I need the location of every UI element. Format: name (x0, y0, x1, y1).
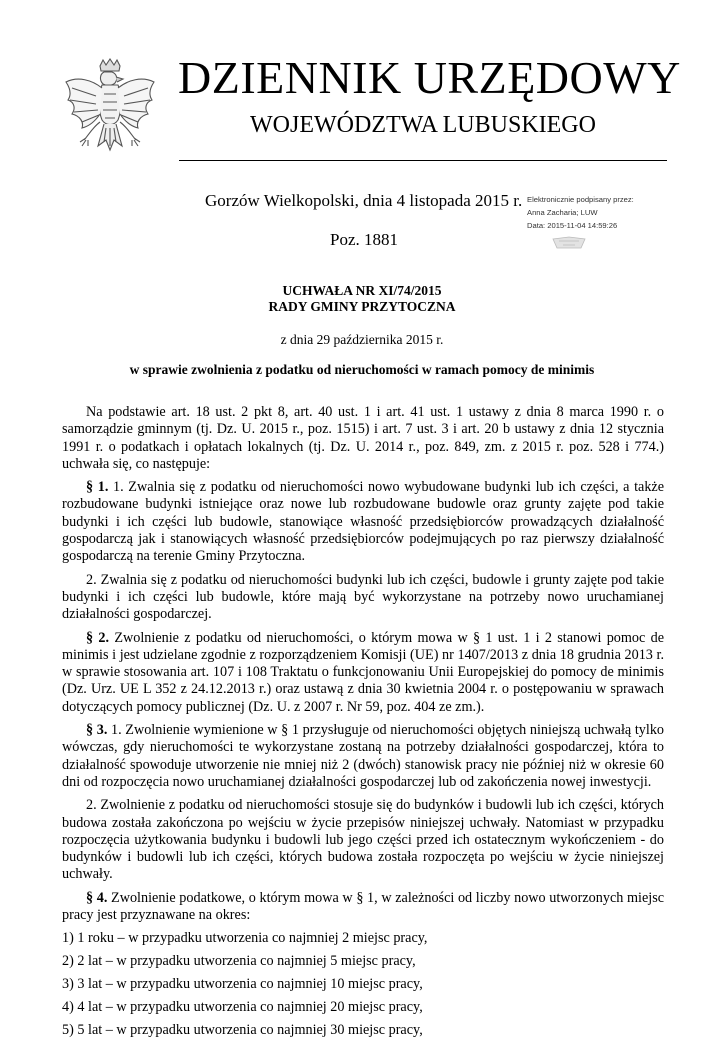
resolution-body: RADY GMINY PRZYTOCZNA (268, 299, 456, 314)
signature-line-2: Anna Zacharia; LUW (527, 208, 598, 217)
coat-of-arms-eagle-icon (62, 58, 158, 170)
journal-subtitle: WOJEWÓDZTWA LUBUSKIEGO (250, 112, 596, 138)
section-2-paragraph-1 (62, 630, 664, 716)
section-3-text: 1. Zwolnienie wymienione w § 1 przysługuje od nieruchomości objętych niniejszą uchwałą tylko wówczas, gdy nieruchomości te wykorzystane zostaną na potrzeby działalności gospodarczej, która to działalność spowoduje utworzenie nie mniej niż 2 (dwóch) stanowisk pracy nie później niż w okresie 60 dni od rozpoczęcia nowo uruchamianej działalności gospodarczej lub od zakończenia nowej inwestycji. (62, 722, 665, 790)
resolution-number: UCHWAŁA NR XI/74/2015 (282, 283, 442, 298)
place-date: Gorzów Wielkopolski, dnia 4 listopada 2015 r. (205, 191, 523, 210)
section-4-mark: § 4. (86, 889, 108, 906)
list-item: 5) 5 lat – w przypadku utworzenia co najmniej 30 miejsc pracy, (62, 1022, 423, 1039)
electronic-signature (527, 193, 647, 232)
list-item: 1) 1 roku – w przypadku utworzenia co najmniej 2 miejsc pracy, (62, 930, 428, 947)
list-item: 3) 3 lat – w przypadku utworzenia co najmniej 10 miejsc pracy, (62, 976, 423, 993)
section-1-paragraph-1 (62, 479, 664, 565)
position-number: Poz. 1881 (330, 230, 398, 249)
journal-title: DZIENNIK URZĘDOWY (178, 52, 681, 103)
section-3-mark: § 3. (86, 722, 108, 739)
document-body (62, 404, 664, 1045)
signature-line-3: Data: 2015-11-04 14:59:26 (527, 221, 618, 230)
resolution-date: z dnia 29 października 2015 r. (280, 332, 444, 347)
section-2-mark: § 2. (86, 629, 110, 646)
list-item: 4) 4 lat – w przypadku utworzenia co najmniej 20 miejsc pracy, (62, 999, 423, 1016)
signature-line-1: Elektronicznie podpisany przez: (527, 195, 634, 204)
list-item: 2) 2 lat – w przypadku utworzenia co najmniej 5 miejsc pracy, (62, 953, 416, 970)
section-2-text: Zwolnienie z podatku od nieruchomości, o którym mowa w § 1 ust. 1 i 2 stanowi pomoc de minimis i jest udzielane zgodnie z rozporządzeniem Komisji (UE) nr 1407/2013 z dnia 18 grudnia 2013 r. w sprawie stosowania art. 107 i 108 Traktatu o funkcjonowaniu Unii Europejskiej do pomocy de minimis (Dz. Urz. UE L 352 z 24.12.2013 r.) oraz ustawą z dnia 30 kwietnia 2004 r. o postępowaniu w sprawach dotyczących pomocy publicznej (Dz. U. z 2007 r. Nr 59, poz. 404 ze zm.). (62, 629, 665, 715)
section-4-text: Zwolnienie podatkowe, o którym mowa w § 1, w zależności od liczby nowo utworzonych miejsc pracy jest przyznawane na okres: (62, 889, 665, 924)
signature-seal-icon (551, 236, 587, 250)
resolution-subject: w sprawie zwolnienia z podatku od nieruchomości w ramach pomocy de minimis (129, 362, 595, 377)
section-3-paragraph-1 (62, 722, 664, 791)
section-1-text: 1. Zwalnia się z podatku od nieruchomości nowo wybudowane budynki lub ich części, a także rozbudowane budynki istniejące oraz nowe lub rozbudowane budowle oraz grunty zajęte pod takie budynki i ich części lub budowle, stanowiące własność przedsiębiorców prowadzących działalność gospodarczą jak i stanowiących własność przedsiębiorców podejmujących po raz pierwszy działalność gospodarczą na terenie Gminy Przytoczna. (62, 479, 665, 565)
header-divider (179, 160, 667, 161)
section-4-paragraph-1 (62, 890, 664, 925)
section-1-mark: § 1. (86, 479, 109, 496)
preamble: Na podstawie art. 18 ust. 2 pkt 8, art. 40 ust. 1 i art. 41 ust. 1 ustawy z dnia 8 marca 1990 r. o samorządzie gminnym (tj. Dz. U. 2015 r., poz. 1515) i art. 7 ust. 3 i art. 20 b ustawy z dnia 12 stycznia 1991 r. o podatkach i opłatach lokalnych (tj. Dz. U. 2014 r., poz. 849, zm. z 2015 r. poz. 528 i 774.) uchwała się, co następuje: (62, 404, 664, 472)
section-3-paragraph-2: 2. Zwolnienie z podatku od nieruchomości stosuje się do budynków i budowli lub ich części, których budowa została zakończona po wejściu w życie przepisów niniejszej uchwały. Natomiast w przypadku rozpoczęcia użytkowania budynku i budowli lub jego części przed ich ostatecznym wykończeniem - do budynków i budowli lub ich części, których budowa została rozpoczęta po wejściu w życie niniejszej uchwały. (62, 797, 664, 883)
section-1-paragraph-2: 2. Zwalnia się z podatku od nieruchomości budynki lub ich części, budowle i grunty zajęte pod takie budynki i ich części lub budowle, które mają być wykorzystane na potrzeby nowo uruchamianej działalności gospodarczej. (62, 571, 664, 623)
period-list (62, 930, 664, 1039)
